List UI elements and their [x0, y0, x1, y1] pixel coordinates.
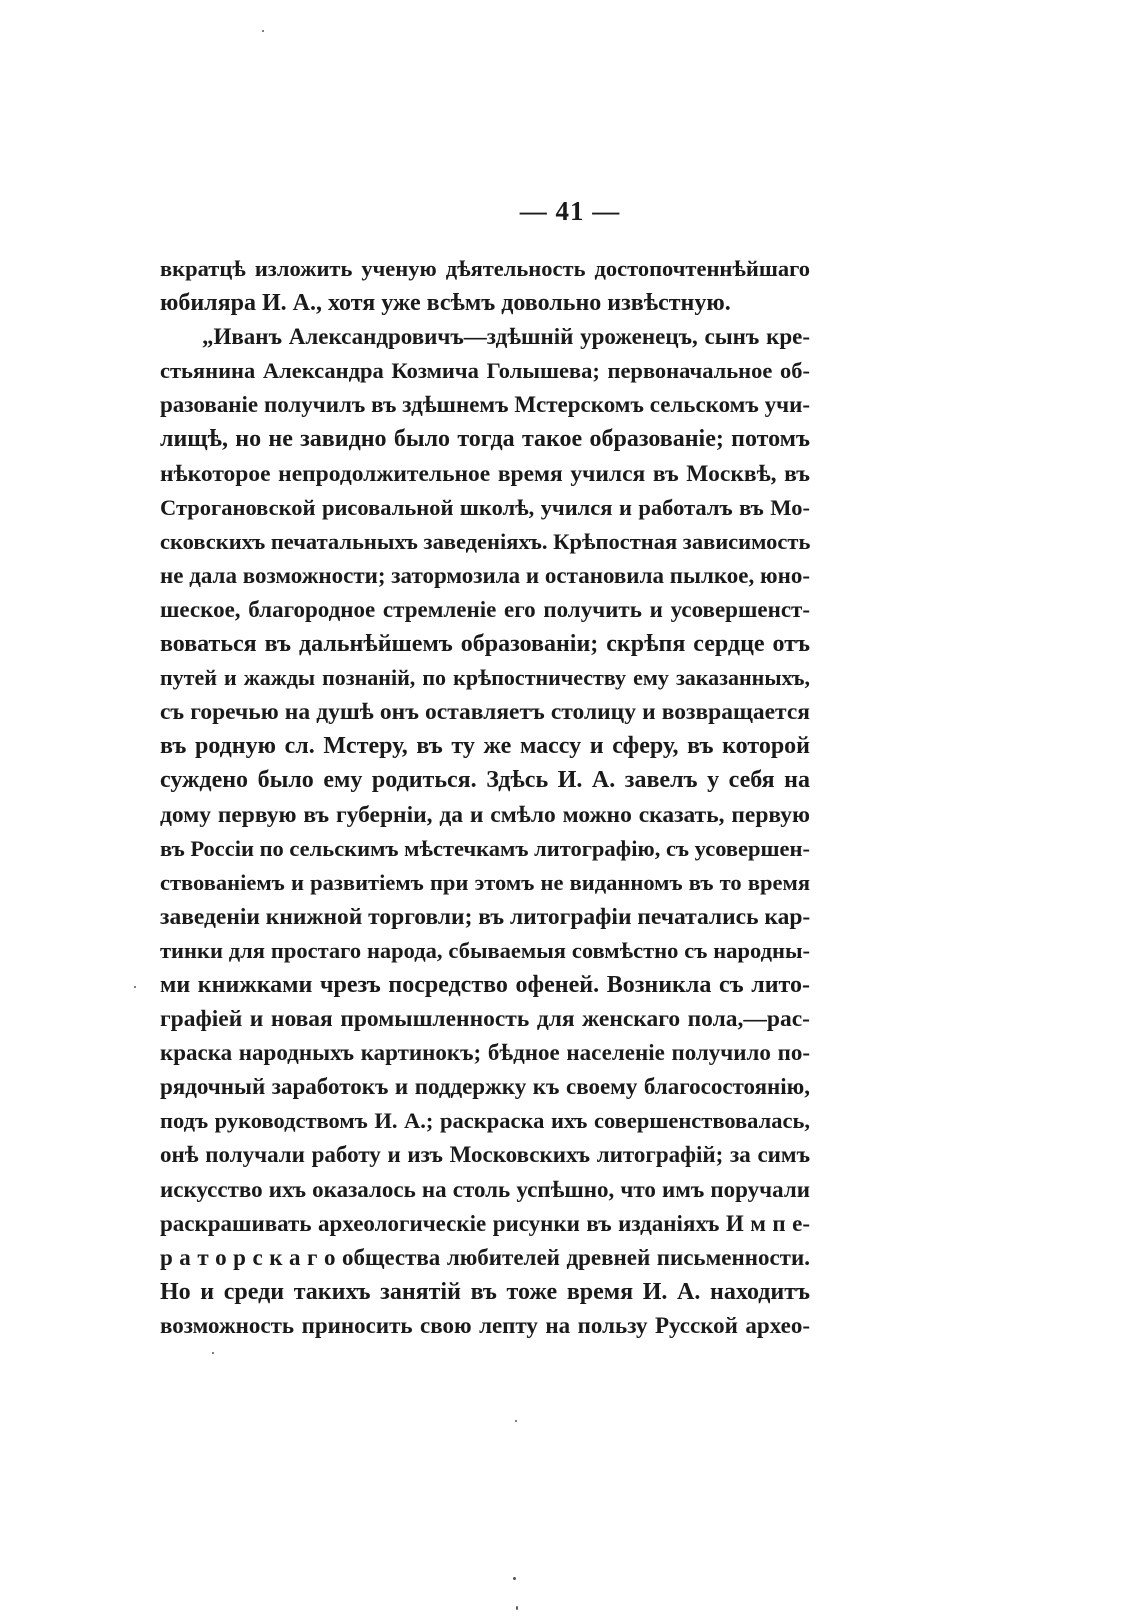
body-text: [160, 252, 810, 1343]
text-line: Но и среди такихъ занятій въ тоже время И. А. находитъ: [160, 1278, 810, 1305]
text-line: Строгановской рисовальной школѣ, учился и работалъ въ Мо-: [160, 494, 810, 520]
text-line: дому первую въ губерніи, да и смѣло можно сказать, первую: [160, 801, 810, 828]
text-line: р а т о р с к а г о общества любителей древней письменности.: [160, 1244, 810, 1270]
text-line: разованіе получилъ въ здѣшнемъ Мстерскомъ сельскомъ учи-: [160, 392, 810, 418]
text-line: воваться въ дальнѣйшемъ образованіи; скрѣпя сердце отъ: [160, 631, 810, 658]
page-number: — 41 —: [519, 196, 621, 226]
text-line: краска народныхъ картинокъ; бѣдное населеніе получило по-: [160, 1040, 810, 1066]
text-line: юбиляра И. А., хотя уже всѣмъ довольно извѣстную.: [160, 290, 731, 317]
text-line: ми книжками чрезъ посредство офеней. Возникла съ лито-: [160, 971, 810, 998]
text-line: раскрашивать археологическіе рисунки въ изданіяхъ И м п е-: [160, 1210, 810, 1236]
scan-speck: [513, 1577, 516, 1580]
text-line: тинки для простаго народа, сбываемыя совмѣстно съ народны-: [160, 937, 810, 963]
text-line: не дала возможности; затормозила и остановила пылкое, юно-: [160, 562, 810, 588]
text-line: стьянина Александра Козмича Голышева; первоначальное об-: [160, 358, 810, 384]
text-line: въ родную сл. Мстеру, въ ту же массу и сферу, въ которой: [160, 733, 810, 760]
text-line: графіей и новая промышленность для женскаго пола,—рас-: [160, 1006, 810, 1033]
scan-speck: [515, 1420, 517, 1422]
scan-speck: [262, 30, 264, 32]
text-line: рядочный заработокъ и поддержку къ своему благосостоянію,: [160, 1074, 810, 1100]
scan-speck: [134, 986, 136, 988]
text-line: въ Россіи по сельскимъ мѣстечкамъ литографію, съ усовершен-: [160, 835, 810, 861]
text-line: „Иванъ Александровичъ—здѣшній уроженецъ, сынъ кре-: [202, 324, 810, 350]
text-line: путей и жажды познаній, по крѣпостничеству ему заказанныхъ,: [160, 665, 810, 691]
text-line: вкратцѣ изложить ученую дѣятельность достопочтеннѣйшаго: [160, 256, 810, 281]
text-line: сковскихъ печатальныхъ заведеніяхъ. Крѣпостная зависимость: [160, 528, 811, 554]
text-line: ствованіемъ и развитіемъ при этомъ не виданномъ въ то время: [160, 869, 810, 895]
text-line: суждено было ему родиться. Здѣсь И. А. завелъ у себя на: [160, 767, 810, 794]
text-line: подъ руководствомъ И. А.; раскраска ихъ совершенствовалась,: [160, 1108, 810, 1134]
text-line: искусство ихъ оказалось на столь успѣшно, что имъ поручали: [160, 1176, 810, 1202]
text-line: съ горечью на душѣ онъ оставляетъ столицу и возвращается: [160, 699, 810, 726]
text-line: онѣ получали работу и изъ Московскихъ литографій; за симъ: [160, 1142, 810, 1168]
text-line: возможность приносить свою лепту на пользу Русской архео-: [160, 1312, 810, 1338]
text-line: шеское, благородное стремленіе его получить и усовершенст-: [160, 596, 810, 622]
scan-speck: [212, 1352, 214, 1354]
scan-speck: [516, 1606, 518, 1610]
text-line: заведеніи книжной торговли; въ литографіи печатались кар-: [160, 903, 811, 930]
text-line: нѣкоторое непродолжительное время учился въ Москвѣ, въ: [160, 460, 810, 487]
text-line: лищѣ, но не завидно было тогда такое образованіе; потомъ: [160, 426, 810, 453]
